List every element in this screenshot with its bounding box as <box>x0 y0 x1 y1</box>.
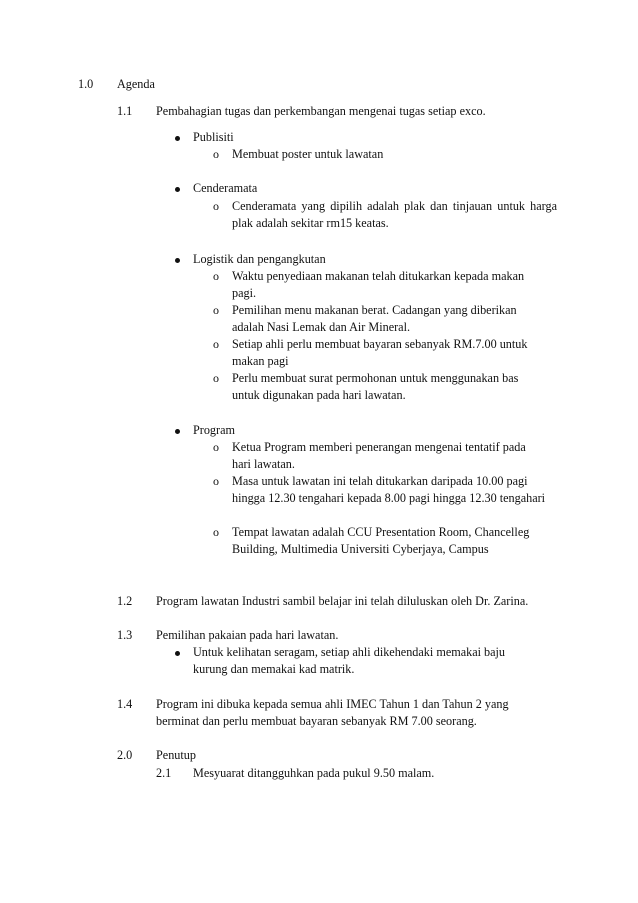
circle-bullet-icon: o <box>213 269 219 283</box>
item-title: Cenderamata <box>193 181 258 195</box>
list-item: Pemilihan menu makanan berat. Cadangan yang diberikan adalah Nasi Lemak dan Air Mineral. <box>232 303 517 334</box>
item-title: Logistik dan pengangkutan <box>193 252 326 266</box>
subsection-number: 1.2 <box>117 594 133 608</box>
subsection-text: Program lawatan Industri sambil belajar ini telah diluluskan oleh Dr. Zarina. <box>156 594 529 608</box>
list-item: Cenderamata yang dipilih adalah plak dan tinjauan untuk harga plak adalah sekitar rm15 keatas. <box>232 199 557 230</box>
list-item: Masa untuk lawatan ini telah ditukarkan daripada 10.00 pagi hingga 12.30 tengahari kepada 8.00 pagi hingga 12.30 tengahari <box>232 474 546 505</box>
section-number: 1.0 <box>78 77 94 91</box>
subsection-number: 1.4 <box>117 697 133 711</box>
bullet-icon <box>175 258 180 263</box>
subsection-number: 1.1 <box>117 104 133 118</box>
circle-bullet-icon: o <box>213 303 219 317</box>
bullet-icon <box>175 429 180 434</box>
subsection-text: Pembahagian tugas dan perkembangan mengenai tugas setiap exco. <box>156 104 486 118</box>
subsection-number: 1.3 <box>117 628 133 642</box>
circle-bullet-icon: o <box>213 199 219 213</box>
section-title: Agenda <box>117 77 155 91</box>
circle-bullet-icon: o <box>213 440 219 454</box>
circle-bullet-icon: o <box>213 147 219 161</box>
item-title: Program <box>193 423 235 437</box>
subsection-number: 2.1 <box>156 766 172 780</box>
circle-bullet-icon: o <box>213 474 219 488</box>
list-item: Setiap ahli perlu membuat bayaran sebanyak RM.7.00 untuk makan pagi <box>232 337 528 368</box>
circle-bullet-icon: o <box>213 525 219 539</box>
bullet-icon <box>175 136 180 141</box>
section-number: 2.0 <box>117 748 133 762</box>
list-item: Tempat lawatan adalah CCU Presentation Room, Chancelleg Building, Multimedia Universiti Cyberjaya, Campus <box>232 525 530 556</box>
circle-bullet-icon: o <box>213 371 219 385</box>
subsection-text: Pemilihan pakaian pada hari lawatan. <box>156 628 339 642</box>
circle-bullet-icon: o <box>213 337 219 351</box>
item-title: Publisiti <box>193 130 234 144</box>
subsection-text: Program ini dibuka kepada semua ahli IMEC Tahun 1 dan Tahun 2 yang berminat dan perlu membuat bayaran sebanyak RM 7.00 seorang. <box>156 697 509 728</box>
list-item: Untuk kelihatan seragam, setiap ahli dikehendaki memakai baju kurung dan memakai kad matrik. <box>193 645 506 676</box>
list-item: Ketua Program memberi penerangan mengenai tentatif pada hari lawatan. <box>232 440 526 471</box>
bullet-icon <box>175 187 180 192</box>
list-item: Waktu penyediaan makanan telah ditukarkan kepada makan pagi. <box>232 269 525 300</box>
subsection-text: Mesyuarat ditangguhkan pada pukul 9.50 malam. <box>193 766 435 780</box>
list-item: Perlu membuat surat permohonan untuk menggunakan bas untuk digunakan pada hari lawatan. <box>232 371 519 402</box>
bullet-icon <box>175 651 180 656</box>
section-title: Penutup <box>156 748 196 762</box>
list-item: Membuat poster untuk lawatan <box>232 147 384 161</box>
